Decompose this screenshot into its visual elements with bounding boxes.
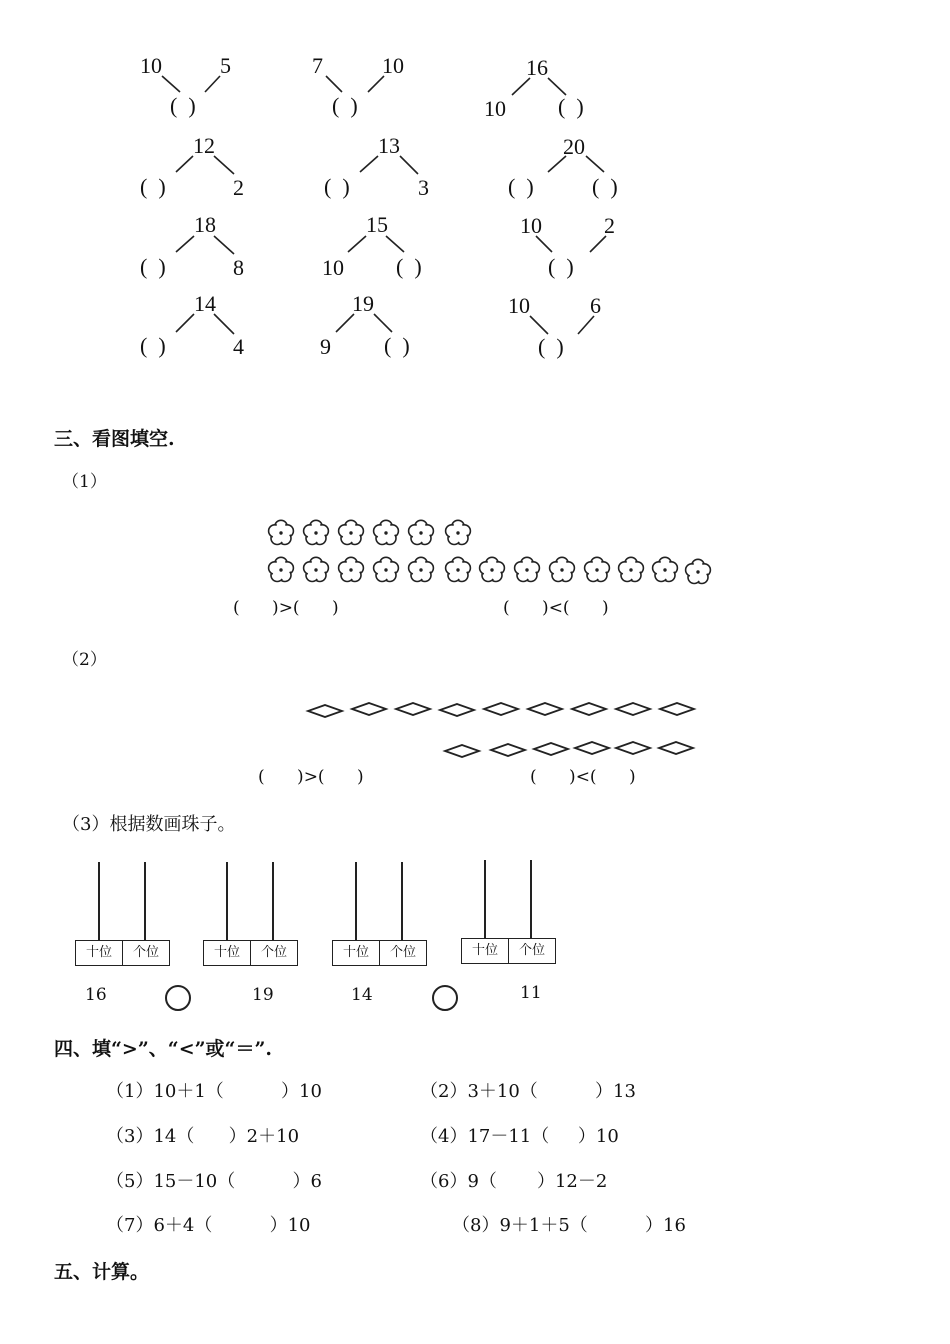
tree-8-left: 10 (322, 255, 344, 280)
abacus-1-place-box (75, 940, 170, 966)
compare-item-7: （7）6＋4（ ）10 (106, 1215, 311, 1236)
diamond-row-top (308, 703, 694, 717)
q1-compare-greater: ( )>( ) (233, 598, 339, 618)
tree-2-top: 7 (312, 53, 323, 78)
tree-3-top: 16 (526, 55, 548, 80)
tree-7-right: 8 (233, 255, 244, 280)
tree-6-right: ( ) (592, 174, 618, 199)
q2-label: （2） (62, 650, 107, 670)
compare-circle-1[interactable] (165, 985, 191, 1011)
tree-9-bottom: ( ) (548, 254, 574, 279)
tree-2-bottom: ( ) (332, 93, 358, 118)
abacus-2-place-box (203, 940, 298, 966)
tree-7-top: 18 (194, 212, 216, 237)
tree-1-top: 10 (140, 53, 162, 78)
tree-5-left: ( ) (324, 174, 350, 199)
section-4-heading: 四、填“>”、“<”或“＝”. (54, 1038, 273, 1060)
tree-5-top: 13 (378, 133, 400, 158)
tree-10-top: 14 (194, 291, 216, 316)
q3-label: （3）根据数画珠子。 (62, 814, 236, 835)
tree-8-top: 15 (366, 212, 388, 237)
tree-7-left: ( ) (140, 254, 166, 279)
tree-9-top: 10 (520, 213, 542, 238)
abacus-1-tens-rod (98, 862, 100, 940)
flower-row-bottom (269, 557, 711, 583)
q2-compare-greater: ( )>( ) (258, 767, 364, 787)
tree-1-bottom: ( ) (170, 93, 196, 118)
tree-9-top2: 2 (604, 213, 615, 238)
abacus-2-number: 19 (252, 985, 274, 1005)
tree-3-right: ( ) (558, 94, 584, 119)
tree-10-right: 4 (233, 334, 244, 359)
compare-item-4: （4）17－11（ ）10 (420, 1126, 619, 1147)
tree-12-bottom: ( ) (538, 334, 564, 359)
abacus-1-number: 16 (85, 985, 107, 1005)
abacus-4-tens-rod (484, 860, 486, 938)
tens-label: 十位 (333, 941, 380, 965)
abacus-3-place-box (332, 940, 427, 966)
q1-compare-less: ( )<( ) (503, 598, 609, 618)
abacus-4-place-box (461, 938, 556, 964)
section-5-heading: 五、计算。 (54, 1261, 150, 1283)
tens-label: 十位 (462, 939, 509, 963)
tree-5-right: 3 (418, 175, 429, 200)
compare-item-1: （1）10＋1（ ）10 (106, 1081, 322, 1102)
tree-12-top: 10 (508, 293, 530, 318)
diamond-row-bottom (445, 742, 693, 757)
abacus-4-ones-rod (530, 860, 532, 938)
ones-label: 个位 (132, 945, 159, 960)
compare-item-5: （5）15－10（ ）6 (106, 1171, 322, 1192)
compare-item-8: （8）9＋1＋5（ ）16 (452, 1215, 686, 1236)
tens-label: 十位 (204, 941, 251, 965)
tree-4-left: ( ) (140, 174, 166, 199)
compare-circle-2[interactable] (432, 985, 458, 1011)
tree-11-right: ( ) (384, 333, 410, 358)
abacus-1-ones-rod (144, 862, 146, 940)
tree-4-top: 12 (193, 133, 215, 158)
tree-11-top: 19 (352, 291, 374, 316)
tree-4-right: 2 (233, 175, 244, 200)
section-3-heading: 三、看图填空. (54, 428, 175, 450)
flower-row-top (269, 520, 471, 544)
ones-label: 个位 (260, 945, 287, 960)
compare-item-2: （2）3＋10（ ）13 (420, 1081, 636, 1102)
tree-3-left: 10 (484, 96, 506, 121)
abacus-3-ones-rod (401, 862, 403, 940)
tree-2-top2: 10 (382, 53, 404, 78)
tree-8-right: ( ) (396, 254, 422, 279)
ones-label: 个位 (389, 945, 416, 960)
abacus-4-number: 11 (520, 983, 542, 1003)
abacus-2-ones-rod (272, 862, 274, 940)
abacus-3-number: 14 (351, 985, 373, 1005)
q2-compare-less: ( )<( ) (530, 767, 636, 787)
abacus-2-tens-rod (226, 862, 228, 940)
compare-item-3: （3）14（ ）2＋10 (106, 1126, 300, 1147)
ones-label: 个位 (518, 943, 545, 958)
tree-6-top: 20 (563, 134, 585, 159)
tree-12-top2: 6 (590, 293, 601, 318)
tree-6-left: ( ) (508, 174, 534, 199)
tens-label: 十位 (76, 941, 123, 965)
abacus-3-tens-rod (355, 862, 357, 940)
compare-item-6: （6）9（ ）12－2 (420, 1171, 608, 1192)
tree-11-left: 9 (320, 334, 331, 359)
tree-10-left: ( ) (140, 333, 166, 358)
tree-1-top2: 5 (220, 53, 231, 78)
q1-label: （1） (62, 472, 107, 492)
